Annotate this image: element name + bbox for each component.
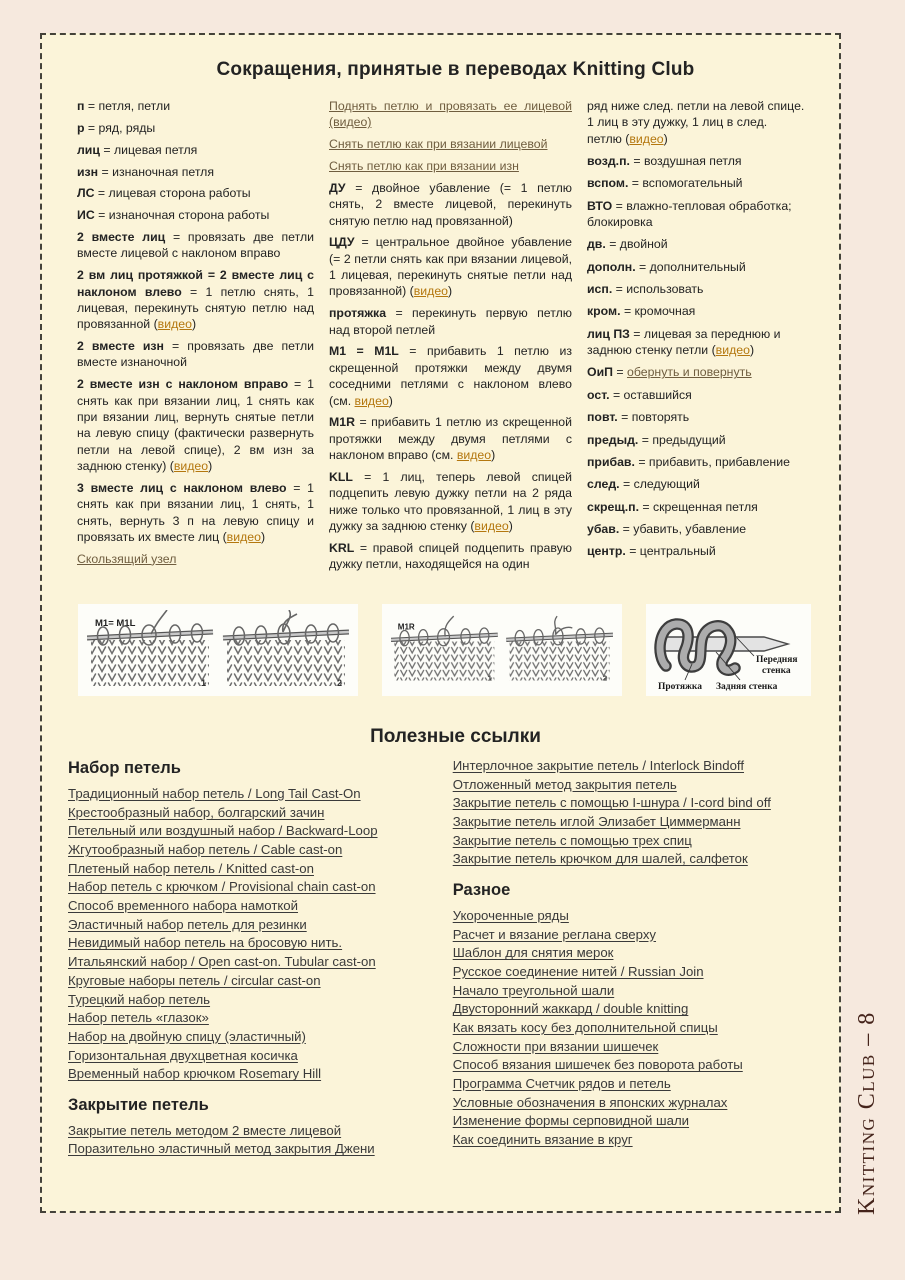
- abbr-term: ИС: [77, 208, 95, 223]
- abbreviation-entry: убав. = убавить, убавление: [587, 521, 747, 536]
- abbr-term: протяжка: [329, 306, 387, 321]
- useful-link[interactable]: Отложенный метод закрытия петель: [452, 776, 677, 792]
- video-link[interactable]: видео: [226, 529, 261, 544]
- abbreviation-entry: 2 вместе изн с наклоном вправо = 1 снять как при вязании лиц, 1 снять как при вязании лиц, вернуть снятые петли на левую спицу (фактически развернуть петли на левой спице), 2 вм изн за заднюю стенку) (видео): [77, 377, 314, 474]
- useful-link[interactable]: Невидимый набор петель на бросовую нить.: [68, 935, 343, 951]
- stitch-anatomy-image: [654, 608, 804, 692]
- abbreviations-column-1: [77, 98, 314, 578]
- abbr-term: 2 вместе изн с наклоном вправо: [77, 377, 289, 392]
- abbreviation-entry: [329, 136, 572, 152]
- video-link[interactable]: видео: [354, 393, 389, 408]
- links-section-heading: Набор петель: [68, 758, 181, 777]
- useful-link[interactable]: Турецкий набор петель: [68, 991, 211, 1007]
- abbreviation-entry: исп. = использовать: [587, 282, 704, 297]
- figure-m1l-illustration: [78, 604, 358, 696]
- abbr-term: возд.п.: [587, 154, 630, 169]
- inline-link[interactable]: Снять петлю как при вязании изн: [329, 159, 519, 174]
- abbreviation-entry: повт. = повторять: [587, 410, 690, 425]
- useful-link[interactable]: Итальянский набор / Open cast-on. Tubular cast-on: [68, 954, 376, 970]
- page-edition-label: Knitting Club – 8: [854, 1011, 880, 1215]
- abbreviation-entry: 2 вм лиц протяжкой = 2 вместе лиц с наклоном влево = 1 петлю снять, 1 лицевая, перекинуть снятую петлю над провязанной (видео): [77, 268, 314, 332]
- abbreviation-entry: дв. = двойной: [587, 237, 668, 252]
- useful-link[interactable]: Интерлочное закрытие петель / Interlock Bindoff: [452, 757, 745, 773]
- links-section-heading: Закрытие петель: [68, 1095, 209, 1114]
- abbr-term: ЦДУ: [329, 235, 355, 250]
- useful-link[interactable]: Способ вязания шишечек без поворота работы: [452, 1057, 743, 1073]
- abbreviation-entry: изн = изнаночная петля: [77, 164, 215, 179]
- useful-link[interactable]: Закрытие петель методом 2 вместе лицевой: [68, 1122, 342, 1138]
- video-link[interactable]: видео: [474, 518, 509, 533]
- links-section-heading: Разное: [452, 880, 511, 899]
- abbreviations-column-3: [587, 98, 805, 578]
- abbr-term: ЛС: [77, 186, 95, 201]
- abbr-term: 3 вместе лиц с наклоном влево: [77, 480, 287, 495]
- abbr-term: 2 вместе лиц: [77, 230, 166, 245]
- useful-link[interactable]: Сложности при вязании шишечек: [452, 1038, 659, 1054]
- abbr-term: исп.: [587, 282, 613, 297]
- figure-step-number: 1: [487, 673, 492, 683]
- m1r-diagram-image: [391, 611, 613, 689]
- useful-link[interactable]: Русское соединение нитей / Russian Join: [452, 963, 704, 979]
- useful-link[interactable]: Расчет и вязание реглана сверху: [452, 926, 657, 942]
- abbreviation-entry: ОиП = обернуть и повернуть: [587, 365, 752, 380]
- abbreviation-entry: 2 вместе лиц = провязать две петли вместе лицевой с наклоном вправо: [77, 230, 314, 261]
- abbreviation-entry: ЦДУ = центральное двойное убавление (= 2 петли снять как при вязании лицевой, 1 лицевая, перекинуть снятые петли над провязанной) (видео): [329, 235, 572, 299]
- abbreviation-entry: центр. = центральный: [587, 544, 716, 559]
- document-page: [40, 33, 841, 1213]
- abbreviations-column-2: [329, 98, 572, 578]
- stitch-cluster-2: [506, 616, 613, 682]
- useful-link[interactable]: Набор петель с крючком / Provisional chain cast-on: [68, 879, 376, 895]
- abbreviation-entry: ИС = изнаночная сторона работы: [77, 208, 270, 223]
- abbr-term: дв.: [587, 237, 606, 252]
- figure-step-number: 1: [201, 677, 207, 688]
- abbreviation-entry: скрещ.п. = скрещенная петля: [587, 499, 758, 514]
- abbreviation-entry: кром. = кромочная: [587, 304, 696, 319]
- abbreviation-entry: KLL = 1 лиц, теперь левой спицей подцепить левую дужку петли на 2 ряда ниже только что провязанной, 1 лиц в эту дужку за заднюю стенку (видео): [329, 469, 572, 533]
- figure-stitch-anatomy: [646, 604, 811, 696]
- abbreviation-entry: ЛС = лицевая сторона работы: [77, 186, 251, 201]
- video-link[interactable]: видео: [157, 317, 192, 332]
- abbr-term: ВТО: [587, 198, 613, 213]
- useful-link[interactable]: Условные обозначения в японских журналах: [452, 1094, 728, 1110]
- abbr-term: скрещ.п.: [587, 499, 639, 514]
- abbr-term: KLL: [329, 469, 353, 484]
- useful-link[interactable]: Плетеный набор петель / Knitted cast-on: [68, 860, 314, 876]
- figure-label: M1R: [397, 622, 415, 632]
- abbr-term: лиц ПЗ: [587, 326, 630, 341]
- abbreviation-entry: лиц ПЗ = лицевая за переднюю и заднюю стенку петли (видео): [587, 326, 781, 358]
- useful-link[interactable]: Программа Счетчик рядов и петель: [452, 1076, 671, 1092]
- useful-link[interactable]: Круговые наборы петель / circular cast-on: [68, 972, 321, 988]
- abbr-term: повт.: [587, 410, 618, 425]
- abbr-term: вспом.: [587, 176, 629, 191]
- useful-link[interactable]: Горизонтальная двухцветная косичка: [68, 1047, 298, 1063]
- video-link[interactable]: видео: [456, 448, 492, 463]
- abbreviation-entry: лиц = лицевая петля: [77, 142, 198, 157]
- abbreviation-entry: M1R = прибавить 1 петлю из скрещенной протяжки между двумя петлями с наклоном вправо (см. видео): [329, 415, 572, 463]
- abbr-term: р: [77, 120, 85, 135]
- abbreviation-entry: [329, 98, 572, 131]
- back-wall-label: Задняя стенка: [715, 681, 777, 692]
- page-title: Сокращения, принятые в переводах Knitting Club: [216, 59, 695, 80]
- abbreviation-entry: 2 вместе изн = провязать две петли вместе изнаночной: [77, 339, 314, 370]
- abbreviation-entry: предыд. = предыдущий: [587, 432, 726, 447]
- abbreviation-entry: M1 = M1L = прибавить 1 петлю из скрещенной протяжки между двумя соседними петлями с наклоном влево (см. видео): [329, 344, 572, 408]
- front-wall-label-line1: Передняя: [755, 654, 798, 665]
- abbr-term: 2 вместе изн: [77, 339, 164, 354]
- useful-link[interactable]: Начало треугольной шали: [452, 982, 615, 998]
- figure-step-number: 2: [602, 673, 608, 683]
- abbr-term: ДУ: [329, 180, 346, 195]
- useful-link[interactable]: Закрытие петель крючком для шалей, салфеток: [452, 851, 748, 867]
- abbr-term: предыд.: [587, 432, 639, 447]
- abbreviation-entry: ВТО = влажно-тепловая обработка; блокировка: [587, 198, 792, 230]
- figure-label: M1= M1L: [95, 617, 136, 629]
- front-wall-label-line2: стенка: [761, 665, 791, 676]
- abbreviation-entry: ост. = оставшийся: [587, 387, 692, 402]
- abbreviation-entry: возд.п. = воздушная петля: [587, 154, 742, 169]
- abbr-term: 2 вм лиц протяжкой = 2 вместе лиц с наклоном влево: [77, 268, 314, 299]
- useful-link[interactable]: Изменение формы серповидной шали: [452, 1113, 690, 1129]
- abbr-term: прибав.: [587, 454, 635, 469]
- useful-link[interactable]: Шаблон для снятия мерок: [452, 945, 614, 961]
- abbreviation-entry: [329, 158, 572, 174]
- abbr-term: KRL: [329, 540, 355, 555]
- abbr-term: M1 = M1L: [329, 344, 399, 359]
- stitch-cluster-2: [223, 610, 349, 688]
- inline-link[interactable]: обернуть и повернуть: [626, 365, 752, 380]
- inline-link[interactable]: Скользящий узел: [77, 551, 177, 566]
- inline-link[interactable]: Снять петлю как при вязании лицевой: [329, 137, 548, 152]
- abbr-term: ост.: [587, 387, 610, 402]
- useful-links-section: [42, 759, 839, 1161]
- useful-links-right-column: [453, 759, 815, 1161]
- abbr-term: центр.: [587, 544, 626, 559]
- strand-label: Протяжка: [657, 681, 702, 692]
- abbreviation-entry: 3 вместе лиц с наклоном влево = 1 снять как при вязании лиц, 1 снять, 1 снять, вернуть 3 п на левую спицу и провязать их вместе лиц (видео): [77, 480, 314, 544]
- useful-link[interactable]: Закрытие петель иглой Элизабет Циммерманн: [452, 814, 741, 829]
- abbreviation-entry: ДУ = двойное убавление (= 1 петлю снять, 2 вместе лицевой, перекинуть снятую петлю над провязанной): [329, 180, 572, 228]
- abbreviation-entry: дополн. = дополнительный: [587, 259, 746, 274]
- figure-m1r-illustration: [382, 604, 622, 696]
- abbr-term: лиц: [77, 142, 100, 157]
- useful-link[interactable]: Набор петель «глазок»: [68, 1010, 209, 1026]
- useful-link[interactable]: Набор на двойную спицу (эластичный): [68, 1028, 306, 1044]
- abbreviation-entry: вспом. = вспомогательный: [587, 176, 743, 191]
- useful-link[interactable]: Как вязать косу без дополнительной спицы: [452, 1020, 718, 1035]
- abbreviation-entry: п = петля, петли: [77, 99, 171, 113]
- useful-link[interactable]: Временный набор крючком Rosemary Hill: [68, 1066, 322, 1082]
- inline-link[interactable]: Поднять петлю и провязать ее лицевой (видео): [329, 99, 572, 130]
- figure-step-number: 2: [337, 677, 343, 688]
- useful-link[interactable]: Двусторонний жаккард / double knitting: [452, 1001, 689, 1017]
- useful-link[interactable]: Закрытие петель с помощью трех спиц: [452, 832, 692, 848]
- useful-link[interactable]: Поразительно эластичный метод закрытия Джени: [68, 1141, 375, 1157]
- abbr-term: след.: [587, 477, 620, 492]
- useful-link[interactable]: Способ временного набора намоткой: [68, 898, 299, 914]
- abbreviation-entry: [77, 551, 314, 567]
- useful-link[interactable]: Закрытие петель с помощью I-шнура / I-cord bind off: [452, 795, 771, 811]
- abbreviation-entry: след. = следующий: [587, 477, 700, 492]
- abbr-term: изн: [77, 164, 99, 179]
- m1l-diagram-image: [87, 610, 349, 690]
- useful-link[interactable]: Как соединить вязание в круг: [452, 1132, 633, 1148]
- abbreviation-entry: ряд ниже след. петли на левой спице. 1 лиц в эту дужку, 1 лиц в след. петлю (видео): [587, 99, 805, 146]
- figures-row: [78, 604, 839, 696]
- abbr-term: дополн.: [587, 259, 636, 274]
- abbr-term: убав.: [587, 521, 620, 536]
- video-link[interactable]: видео: [629, 131, 664, 146]
- useful-link[interactable]: Жгутообразный набор петель / Cable cast-on: [68, 842, 343, 857]
- video-link[interactable]: видео: [715, 343, 750, 358]
- video-link[interactable]: видео: [173, 459, 209, 474]
- abbreviation-entry: протяжка = перекинуть первую петлю над второй петлей: [329, 306, 572, 337]
- useful-link[interactable]: Укороченные ряды: [452, 907, 569, 923]
- video-link[interactable]: видео: [413, 284, 449, 299]
- abbreviation-entry: KRL = правой спицей подцепить правую дужку петли, находящейся на один: [329, 540, 572, 572]
- abbr-term: п: [77, 99, 85, 113]
- useful-link[interactable]: Петельный или воздушный набор / Backward-Loop: [68, 823, 378, 839]
- abbreviation-entry: р = ряд, ряды: [77, 120, 156, 135]
- useful-link[interactable]: Эластичный набор петель для резинки: [68, 916, 307, 932]
- useful-link[interactable]: Крестообразный набор, болгарский зачин: [68, 804, 325, 820]
- abbreviation-entry: прибав. = прибавить, прибавление: [587, 454, 790, 469]
- useful-links-title: Полезные ссылки: [370, 725, 541, 747]
- useful-link[interactable]: Традиционный набор петель / Long Tail Cast-On: [68, 785, 361, 801]
- abbr-term: M1R: [329, 415, 355, 430]
- abbr-term: кром.: [587, 304, 621, 319]
- abbreviations-section: [42, 98, 839, 578]
- abbr-term: ОиП: [587, 365, 613, 380]
- useful-links-left-column: [68, 759, 441, 1161]
